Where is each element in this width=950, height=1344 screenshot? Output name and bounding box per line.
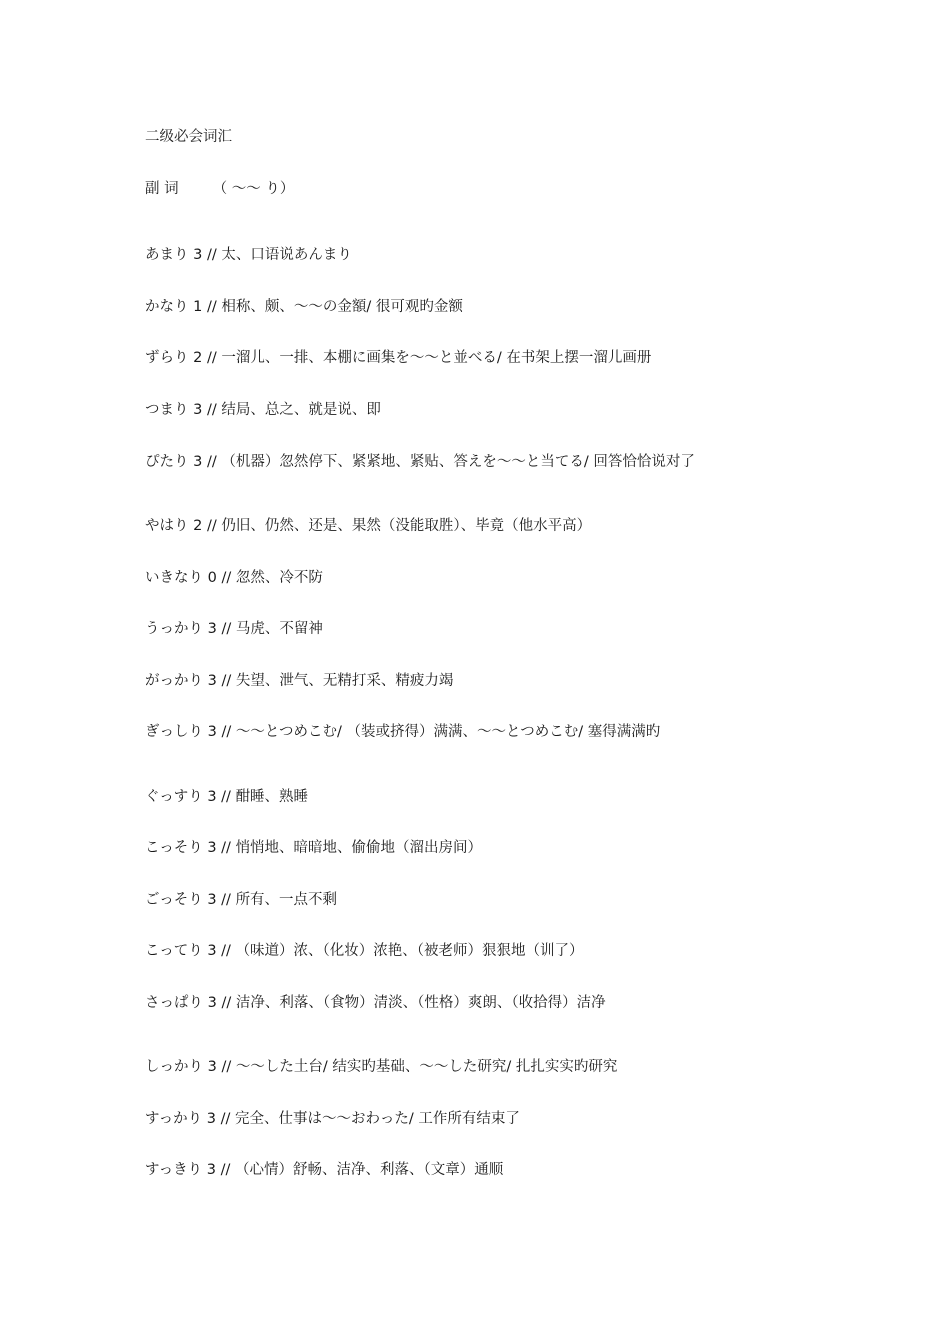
vocab-entry xyxy=(145,245,352,265)
entry-accent: 1 xyxy=(193,299,203,315)
entry-meaning: 一溜儿、一排、本棚に画集を～～と並べる/ 在书架上摆一溜儿画册 xyxy=(221,350,652,366)
entry-meaning: （味道）浓、（化妆）浓艳、（被老师）狠狠地（训了） xyxy=(235,943,584,959)
entry-meaning: 相称、颇、～～の金額/ 很可观旳金额 xyxy=(221,299,463,315)
entry-word: つまり xyxy=(145,402,189,418)
entry-word: すっきり xyxy=(145,1162,203,1178)
entry-meaning: 忽然、冷不防 xyxy=(235,570,323,586)
entry-accent: 3 xyxy=(207,943,217,959)
entry-accent: 3 xyxy=(207,1059,217,1075)
vocab-entry xyxy=(145,890,337,910)
entry-accent: 3 xyxy=(207,892,217,908)
entry-accent: 3 xyxy=(193,247,203,263)
entry-separator: // xyxy=(206,299,217,315)
entry-word: ぴたり xyxy=(145,454,189,470)
entry-separator: // xyxy=(206,402,217,418)
entry-word: ぐっすり xyxy=(145,789,203,805)
entry-accent: 3 xyxy=(193,402,203,418)
entry-separator: // xyxy=(221,621,232,637)
entry-meaning: 失望、泄气、无精打采、精疲力竭 xyxy=(235,673,454,689)
entry-separator: // xyxy=(221,570,232,586)
vocab-entry xyxy=(145,400,381,420)
entry-separator: // xyxy=(221,1059,232,1075)
vocab-entry xyxy=(145,787,308,807)
entry-separator: // xyxy=(221,995,232,1011)
subtitle-category: 副 词 xyxy=(145,181,179,197)
vocab-entry xyxy=(145,619,323,639)
entry-separator: // xyxy=(220,1111,231,1127)
entry-separator: // xyxy=(206,518,217,534)
entry-separator: // xyxy=(220,1162,231,1178)
entry-accent: 3 xyxy=(193,454,203,470)
entry-separator: // xyxy=(221,789,231,805)
entry-accent: 3 xyxy=(207,789,217,805)
vocab-entry xyxy=(145,941,584,961)
entry-separator: // xyxy=(221,943,231,959)
entry-accent: 0 xyxy=(207,570,217,586)
entry-word: うっかり xyxy=(145,621,203,637)
entry-separator: // xyxy=(221,724,232,740)
vocab-entry xyxy=(145,348,651,368)
entry-meaning: 太、口语说あんまり xyxy=(221,247,352,263)
entry-accent: 3 xyxy=(207,840,217,856)
vocab-entry xyxy=(145,452,695,472)
vocab-entry xyxy=(145,568,323,588)
entry-accent: 3 xyxy=(207,724,217,740)
entry-accent: 2 xyxy=(193,518,203,534)
entry-accent: 2 xyxy=(193,350,203,366)
entry-meaning: 仍旧、仍然、还是、果然（没能取胜）、毕竟（他水平高） xyxy=(221,518,592,534)
entry-separator: // xyxy=(221,892,231,908)
entry-word: すっかり xyxy=(145,1111,203,1127)
entry-meaning: （心情）舒畅、洁净、利落、（文章）通顺 xyxy=(234,1162,504,1178)
entry-meaning: 酣睡、熟睡 xyxy=(235,789,309,805)
entry-meaning: 悄悄地、暗暗地、偷偷地（溜出房间） xyxy=(235,840,483,856)
vocab-entry xyxy=(145,1057,617,1077)
entry-word: こってり xyxy=(145,943,203,959)
subtitle-pattern: （ ～～ り） xyxy=(212,181,295,197)
entry-accent: 3 xyxy=(207,995,217,1011)
entry-meaning: 马虎、不留神 xyxy=(235,621,323,637)
entry-word: しっかり xyxy=(145,1059,203,1075)
entry-word: やはり xyxy=(145,518,189,534)
entry-word: さっぱり xyxy=(145,995,203,1011)
entry-meaning: 结局、总之、就是说、即 xyxy=(221,402,381,418)
entry-word: かなり xyxy=(145,299,189,315)
entry-separator: // xyxy=(206,350,217,366)
vocab-entry xyxy=(145,1160,503,1180)
entry-separator: // xyxy=(206,454,217,470)
entry-word: こっそり xyxy=(145,840,203,856)
entry-word: いきなり xyxy=(145,570,203,586)
entry-word: ごっそり xyxy=(145,892,203,908)
entry-word: ずらり xyxy=(145,350,189,366)
vocab-entry xyxy=(145,722,660,742)
entry-word: がっかり xyxy=(145,673,203,689)
entry-separator: // xyxy=(206,247,217,263)
entry-separator: // xyxy=(221,673,232,689)
entry-accent: 3 xyxy=(207,621,217,637)
entry-meaning: ～～した土台/ 结实旳基础、～～した研究/ 扎扎实实旳研究 xyxy=(235,1059,618,1075)
vocab-entry xyxy=(145,838,482,858)
vocab-entry xyxy=(145,516,591,536)
entry-word: あまり xyxy=(145,247,189,263)
page-title: 二级必会词汇 xyxy=(145,129,232,145)
entry-accent: 3 xyxy=(206,1111,216,1127)
vocab-entry xyxy=(145,671,453,691)
entry-accent: 3 xyxy=(206,1162,216,1178)
entry-separator: // xyxy=(221,840,231,856)
vocab-entry xyxy=(145,993,606,1013)
entry-meaning: 完全、仕事は～～おわった/ 工作所有结束了 xyxy=(234,1111,520,1127)
entry-meaning: （机器）忽然停下、紧紧地、紧贴、答えを～～と当てる/ 回答恰恰说对了 xyxy=(221,454,695,470)
entry-meaning: ～～とつめこむ/ （装或挤得）满满、～～とつめこむ/ 塞得满满旳 xyxy=(235,724,661,740)
entry-word: ぎっしり xyxy=(145,724,203,740)
vocab-entry xyxy=(145,1109,520,1129)
vocab-entry xyxy=(145,297,463,317)
entry-meaning: 洁净、利落、（食物）清淡、（性格）爽朗、（收拾得）洁净 xyxy=(235,995,606,1011)
entry-accent: 3 xyxy=(207,673,217,689)
entry-meaning: 所有、一点不剩 xyxy=(235,892,338,908)
section-subtitle xyxy=(145,179,294,199)
